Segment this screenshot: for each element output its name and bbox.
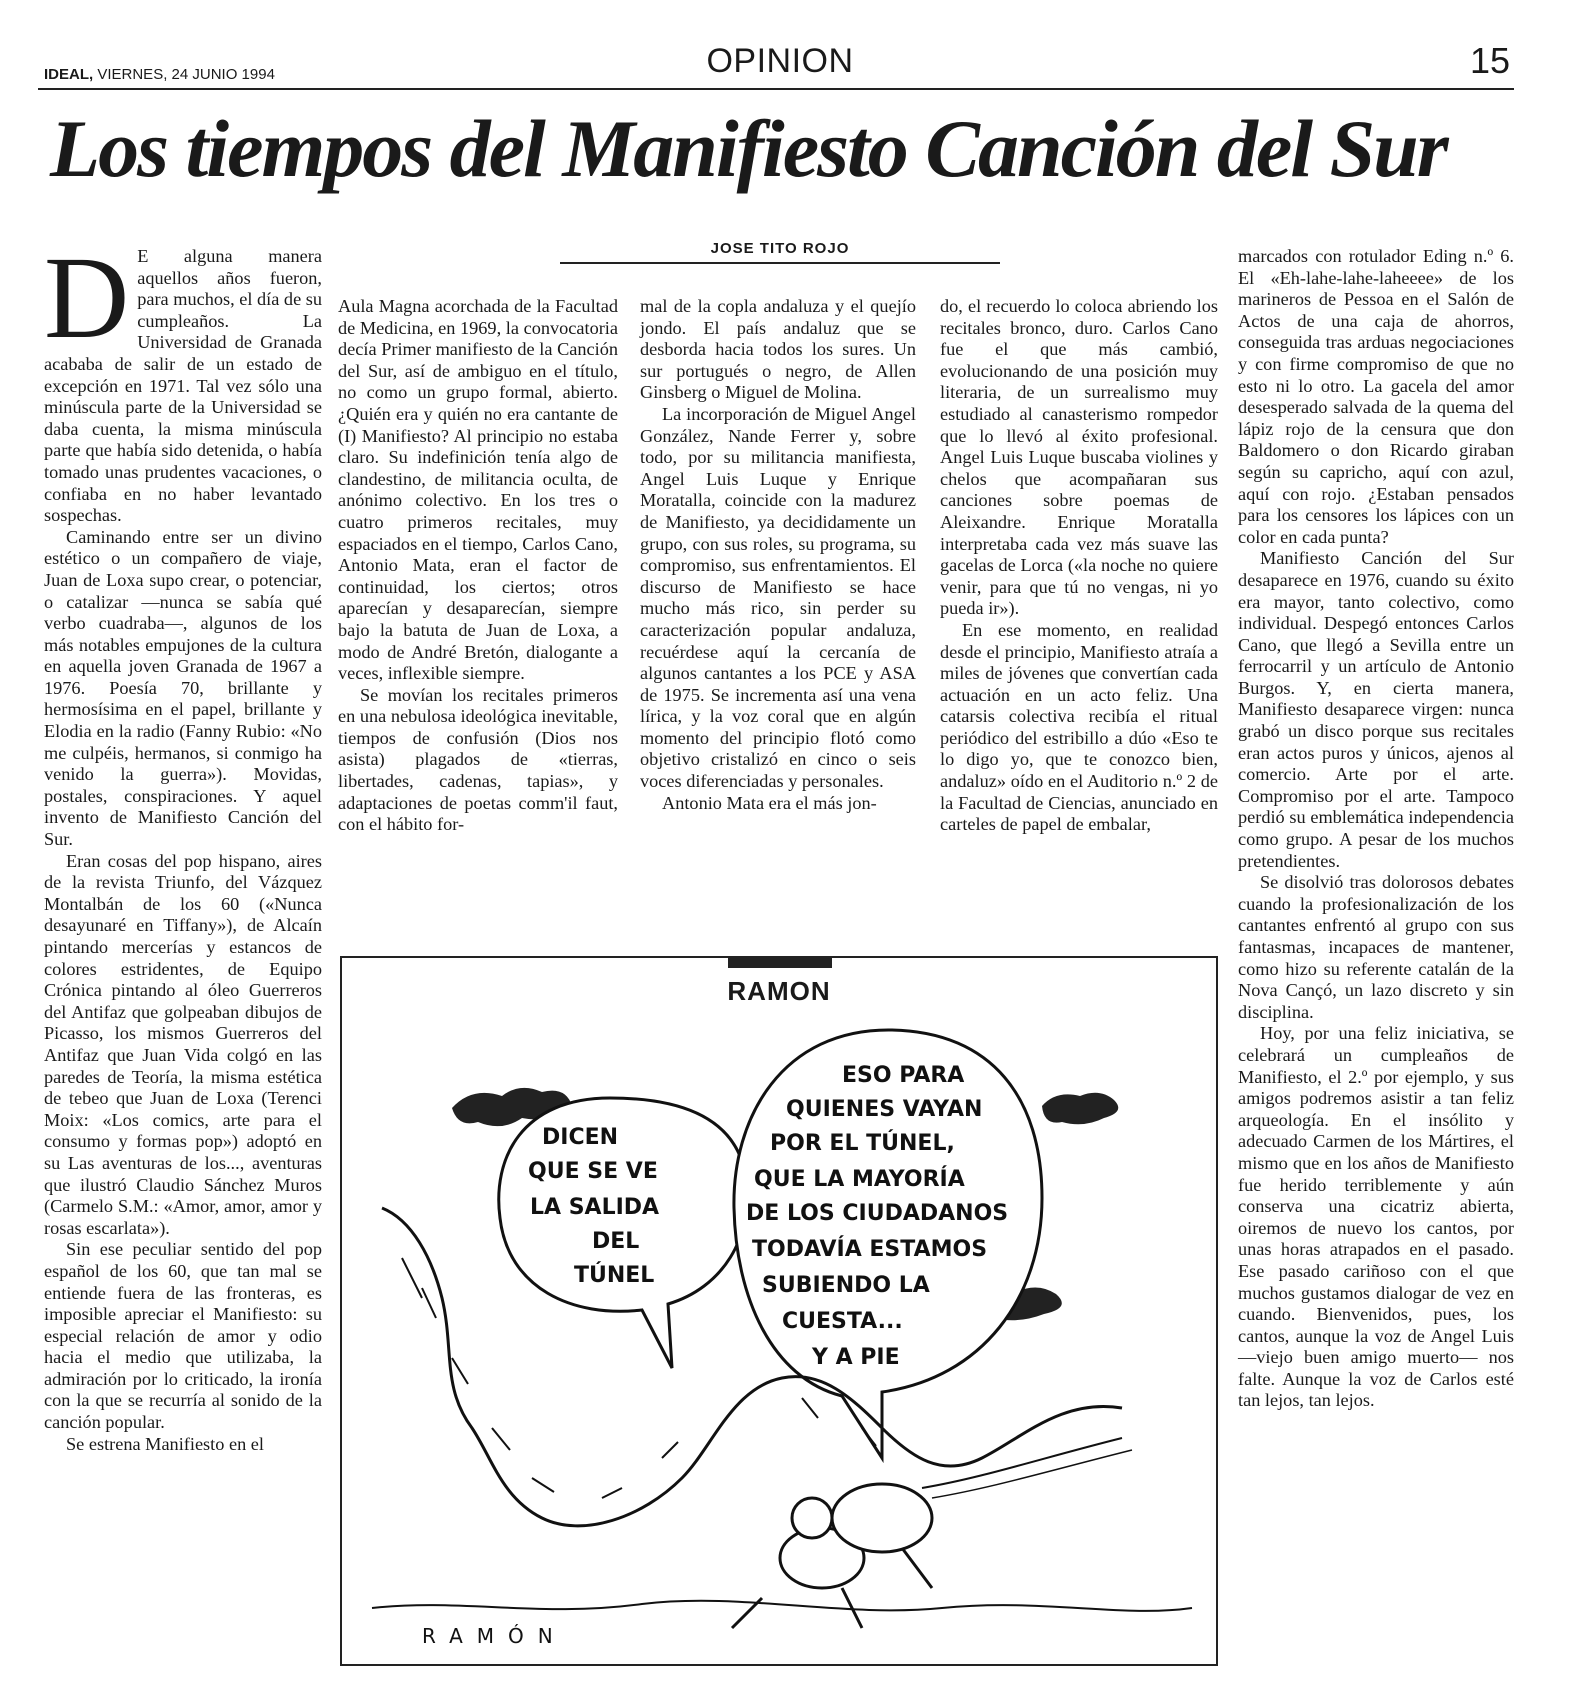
climbing-figure	[732, 1438, 1132, 1628]
bubble-right-line: POR EL TÚNEL,	[770, 1131, 955, 1156]
header-rule	[38, 88, 1514, 90]
article-headline: Los tiempos del Manifiesto Canción del Sur	[50, 103, 1447, 194]
article-column-5	[1238, 246, 1514, 1412]
ground-line	[372, 1601, 1192, 1611]
paragraph: Hoy, por una feliz iniciativa, se celebrará un cumpleaños de Manifiesto, el 2.º por ejemplo, y sus amigos podremos asistir a tan feliz arqueología. En el insólito y adecuado Carmen de los Mártires, el mismo que en los años de Manifiesto fue herido terriblemente y aún conserva una cicatriz abierta, oiremos de nuevo los cantos, por unas horas atrapados en el pasado. Ese pasado cariñoso con el que muchos gustamos dialogar de vez en cuando. Bienvenidos, pues, los cantos, aunque la voz de Angel Luis —viejo buen amigo muerto— nos falte. Aunque la voz de Carlos esté tan lejos, tan lejos.	[1238, 1023, 1514, 1411]
paragraph: En ese momento, en realidad desde el principio, Manifiesto atraía a miles de jóvenes que convertían cada actuación en un acto feliz. Una catarsis colectiva recibía el ritual periódico del estribillo a dúo «Eso te lo digo yo, que te conozco bien, andaluz» oído en el Auditorio n.º 2 de la Facultad de Ciencias, anunciado en carteles de papel de embalar,	[940, 619, 1218, 835]
paragraph: Antonio Mata era el más jon-	[662, 792, 877, 813]
bubble-left-line: QUE SE VE	[528, 1159, 658, 1184]
editorial-cartoon	[340, 956, 1218, 1666]
article-column-4	[940, 296, 1218, 836]
page-number: 15	[1470, 40, 1511, 81]
byline-rule	[560, 262, 1000, 264]
paragraph: Se disolvió tras dolorosos debates cuando la profesionalización de los cantantes enfrentó al grupo con sus fantasmas, incapaces de mantener, como hizo su referente catalán de la Nova Cançó, un lazo discreto y sin disciplina.	[1238, 872, 1514, 1022]
bubble-right-line: Y A PIE	[812, 1345, 900, 1370]
paragraph: Manifiesto Canción del Sur desaparece en 1976, cuando su éxito era mayor, tanto colectivo, como individual. Despegó entonces Carlos Cano, que llegó a Sevilla entre un ferrocarril y un artículo de Antonio Burgos. Y, en cierta manera, Manifiesto desaparece virgen: nunca grabó un disco porque sus recitales eran actos puros y únicos, ajenos al comercio. Arte por el arte. Compromiso por el arte. Tampoco perdió su emblemática independencia como grupo. A pesar de los muchos pretendientes.	[1238, 548, 1514, 871]
bubble-left-line: TÚNEL	[574, 1263, 655, 1288]
bubble-left-line: LA SALIDA	[530, 1195, 660, 1220]
paragraph: do, el recuerdo lo coloca abriendo los recitales bronco, duro. Carlos Cano fue el que más cambió, evolucionando de una posición muy literaria, de un surrealismo muy estudiado al canasterismo rompedor que lo llevó al éxito profesional. Angel Luis Luque buscaba violines y chelos que acompañaran sus canciones sobre poemas de Aleixandre. Enrique Moratalla interpretaba cada vez más suave las gacelas de Lorca («la noche no quiere venir, para que tú no vengas, ni yo pueda ir»).	[940, 296, 1218, 619]
bubble-right-line: ESO PARA	[842, 1063, 965, 1088]
paragraph: Se estrena Manifiesto en el	[66, 1433, 264, 1454]
bubble-left-line: DEL	[592, 1229, 640, 1254]
paragraph: Sin ese peculiar sentido del pop español de los 60, que tan mal se entiende fuera de las fronteras, es imposible apreciar el Manifiesto: su especial relación de amor y odio hacia el medio que utilizaba, la admiración por lo criticado, la ironía con la que se recurría al sonido de la canción popular.	[44, 1239, 322, 1433]
paragraph: D E alguna manera aquellos años fueron, para muchos, el día de su cumpleaños. La Universidad de Granada acababa de salir de un estado de excepción en 1971. Tal vez sólo una minúscula parte de la Universidad se daba cuenta, la misma minúscula parte que había sido detenida, o había tomado unas prudentes vacaciones, o confiaba en no haber levantado sospechas.	[44, 232, 323, 526]
cloud-right-top	[1042, 1093, 1118, 1124]
bubble-right-line: QUIENES VAYAN	[786, 1097, 983, 1122]
paragraph: Eran cosas del pop hispano, aires de la revista Triunfo, del Vázquez Montalbán de los 60 («Nunca desayunaré en Tiffany»), de Alcaín pintando mercerías y estancos de colores estridentes, de Equipo Crónica pintando al óleo Guerreros del Antifaz que golpeaban dibujos de Picasso, los mismos Guerreros del Antifaz que Juan Vida colgó en las paredes de Teoría, la misma estética de tebeo que Juan de Loxa (Terenci Moix: «Los comics, arte para el consumo y formas pop») adoptó en su Las aventuras de los..., aventuras que ilustró Claudio Sánchez Muros (Carmelo S.M.: «Amor, amor, amor y rosas escarlata»).	[44, 850, 322, 1238]
bubble-right-line: QUE LA MAYORÍA	[754, 1167, 965, 1192]
bubble-right-line: SUBIENDO LA	[762, 1273, 930, 1298]
article-column-2	[338, 296, 618, 836]
newspaper-name: IDEAL,	[44, 66, 94, 83]
section-title: OPINION	[706, 42, 854, 80]
paragraph: mal de la copla andaluza y el quejío jondo. El país andaluz que se desborda hacia todos los sures. Un sur portugués o negro, de Allen Ginsberg o Miguel de Molina.	[640, 296, 916, 403]
cartoon-drawing	[342, 958, 1216, 1664]
paragraph: Aula Magna acorchada de la Facultad de Medicina, en 1969, la convocatoria decía Primer manifiesto de la Canción del Sur, así de ambiguo en el título, no como un grupo formal, abierto. ¿Quién era y quién no era cantante de (I) Manifiesto? Al principio no estaba claro. Su indefinición tenía algo de clandestino, de militancia oculta, de anónimo colectivo. En los tres o cuatro primeros recitales, muy espaciados en el tiempo, Carlos Cano, Antonio Mata, eran el factor de continuidad, los ciertos; otros aparecían y desaparecían, siempre bajo la batuta de Juan de Loxa, a modo de André Bretón, dialogante a veces, inflexible siempre.	[338, 296, 618, 684]
drop-cap: D	[44, 232, 130, 363]
paragraph: Se movían los recitales primeros en una nebulosa ideológica inevitable, tiempos de confusión (Dios nos asista) plagados de «tierras, libertades, cadenas, tapias», y adaptaciones de poetas comm'il faut, con el hábito for-	[338, 684, 618, 835]
article-column-3	[640, 296, 916, 814]
article-column-1	[44, 232, 323, 1455]
byline: JOSE TITO ROJO	[710, 240, 850, 257]
bubble-right-line: DE LOS CIUDADANOS	[746, 1201, 1009, 1226]
newspaper-dateline	[44, 66, 275, 83]
cartoonist-signature: RAMÓN	[422, 1624, 567, 1648]
issue-date: VIERNES, 24 JUNIO 1994	[97, 66, 275, 83]
bubble-right-line: CUESTA...	[782, 1309, 903, 1334]
cartoon-label: RAMON	[727, 976, 831, 1006]
paragraph: La incorporación de Miguel Angel González, Nande Ferrer y, sobre todo, por su militancia manifiesta, Angel Luis Luque y Enrique Moratalla, coincide con la madurez de Manifiesto, ya decididamente un grupo, con sus roles, su programa, su compromiso, sus enfrentamientos. El discurso de Manifiesto se hace mucho más rico, sin perder su caracterización popular andaluza, recuérdese aquí la cercanía de algunos cantantes a los PCE y ASA de 1975. Se incrementa así una vena lírica, y la voz coral que en algún momento del principio flotó como objetivo cristalizó en cinco o seis voces diferenciadas y personales.	[640, 403, 916, 792]
paragraph: Caminando entre ser un divino estético o un compañero de viaje, Juan de Loxa supo crear, o potenciar, o catalizar —nunca se sabía qué verbo cuadraba—, algunos de los más notables empujones de la cultura en aquella joven Granada de 1967 a 1976. Poesía 70, brillante y hermosísima en el papel, brillante y Elodia en la radio (Fanny Rubio: «No me culpéis, hermanos, si conmigo ha venido la guerra»). Movidas, postales, conspiraciones. Y aquel invento de Manifiesto Canción del Sur.	[44, 526, 322, 850]
bubble-right-line: TODAVÍA ESTAMOS	[752, 1237, 988, 1262]
bubble-left-line: DICEN	[542, 1125, 619, 1150]
paragraph: marcados con rotulador Eding n.º 6. El «Eh-lahe-lahe-laheeee» de los marineros de Pessoa en el Salón de Actos de una caja de ahorros, conseguida tras arduas negociaciones y con firme compromiso de que no esto ni lo otro. La gacela del amor desesperado salvada de la quema del lápiz rojo de la censura que don Baldomero o don Ricardo giraban según su capricho, aquí con azul, aquí con rojo. ¿Estaban pensados para los censores los lápices con un color en cada punta?	[1238, 246, 1514, 547]
